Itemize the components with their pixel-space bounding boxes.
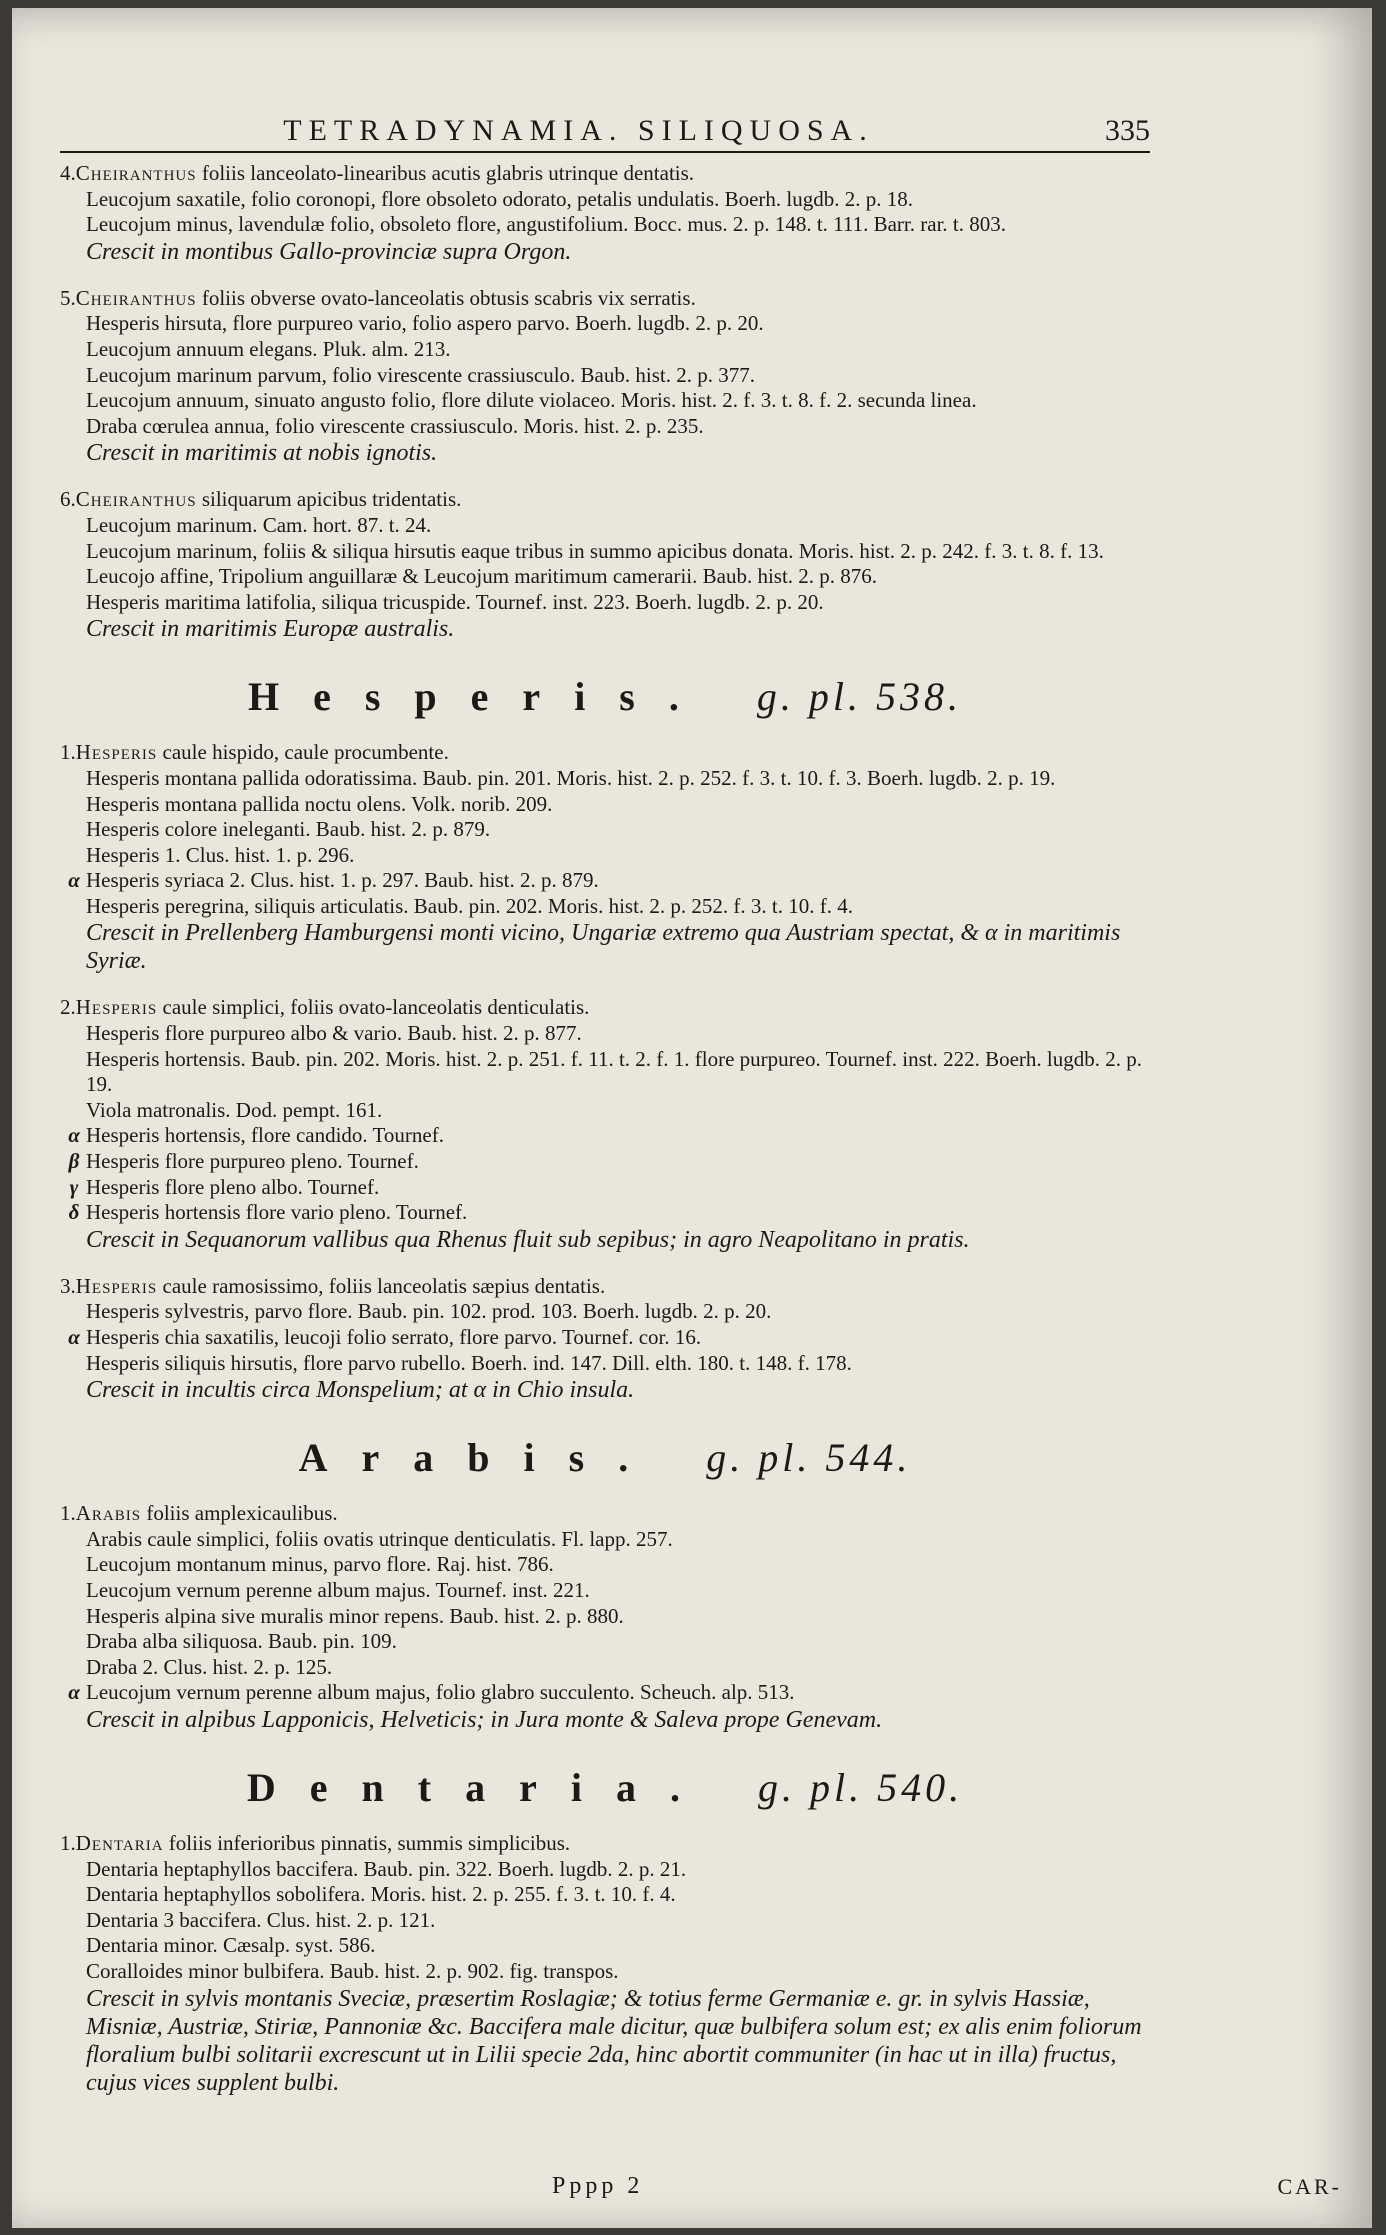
synonym-text: Hesperis sylvestris, parvo flore. Baub. pin. 102. prod. 103. Boerh. lugdb. 2. p. 20. [86,1299,772,1324]
synonym-text: Hesperis hortensis flore vario pleno. Tournef. [86,1200,468,1225]
synonym-line [60,564,1150,590]
synonym-line [60,1527,1150,1553]
genus-section [60,1764,1150,2097]
synonym-text: Hesperis hirsuta, flore purpureo vario, folio aspero parvo. Boerh. lugdb. 2. p. 20. [86,311,764,336]
synonym-text: Draba 2. Clus. hist. 2. p. 125. [86,1654,333,1679]
synonym-line [60,817,1150,843]
species-name: Hesperis [75,1273,158,1298]
genus-reference: g. pl. 544. [706,1435,912,1481]
species-diagnosis [60,740,1150,766]
genus-reference: g. pl. 540. [757,1764,964,1810]
variety-marker: α [68,1123,80,1148]
species-entry [60,1501,1150,1734]
synonym-text: Dentaria 3 baccifera. Clus. hist. 2. p. 121. [86,1907,436,1932]
synonym-text: Hesperis siliquis hirsutis, flore parvo rubello. Boerh. ind. 147. Dill. elth. 180. t. 148. f. 178. [86,1350,852,1375]
species-entry [60,740,1150,975]
habitat-note: Crescit in montibus Gallo-provinciæ supra Orgon. [86,238,572,265]
species-diagnosis [60,1831,1150,1857]
synonym-line [60,1933,1150,1959]
diagnosis-text: foliis inferioribus pinnatis, summis simplicibus. [168,1830,571,1855]
genus-heading [60,1764,1150,1811]
synonym-line [60,187,1150,213]
synonym-text: Leucojum marinum parvum, folio virescente crassiusculo. Baub. hist. 2. p. 377. [86,362,755,387]
synonym-line [60,1021,1150,1047]
synonym-line [60,1299,1150,1325]
synonym-line [60,363,1150,389]
species-name: Hesperis [75,740,158,765]
synonym-text: Hesperis chia saxatilis, leucoji folio serrato, flore parvo. Tournef. cor. 16. [86,1325,702,1349]
synonym-line [60,868,1150,894]
species-diagnosis [60,286,1150,312]
synonym-line [60,1123,1150,1149]
species-name: Cheiranthus [75,285,197,310]
synonym-line [60,1325,1150,1351]
running-head: TETRADYNAMIA. SILIQUOSA. [283,114,874,147]
synonym-text: Viola matronalis. Dod. pempt. 161. [86,1097,383,1122]
species-number: 5. [60,285,76,310]
synonym-line [60,1908,1150,1934]
synonym-text: Leucojum vernum perenne album majus. Tournef. inst. 221. [86,1577,590,1602]
synonym-line [60,337,1150,363]
synonym-line [60,1351,1150,1377]
habitat-note: Crescit in maritimis at nobis ignotis. [86,440,438,467]
synonym-text: Dentaria minor. Cæsalp. syst. 586. [86,1933,376,1958]
species-name: Dentaria [75,1830,164,1855]
synonym-line [60,1680,1150,1706]
synonym-text: Draba cœrulea annua, folio virescente crassiusculo. Moris. hist. 2. p. 235. [86,413,704,438]
genus-name: Arabis. [298,1435,663,1481]
synonym-text: Leucojum annuum elegans. Pluk. alm. 213. [86,336,451,361]
species-entry [60,487,1150,643]
synonym-text: Leucojum marinum, foliis & siliqua hirsutis eaque tribus in summo apicibus donata. Moris. hist. 2. p. 242. f. 3. t. 8. f. 13. [86,538,1104,563]
synonym-text: Coralloides minor bulbifera. Baub. hist. 2. p. 902. fig. transpos. [86,1958,619,1983]
synonym-line [60,792,1150,818]
species-number: 6. [60,487,76,512]
habitat-note: Crescit in Sequanorum vallibus qua Rhenus fluit sub sepibus; in agro Neapolitano in pratis. [86,1226,970,1253]
synonym-text: Hesperis flore pleno albo. Tournef. [86,1174,380,1199]
synonym-text: Leucojum montanum minus, parvo flore. Raj. hist. 786. [86,1552,554,1577]
synonym-text: Hesperis 1. Clus. hist. 1. p. 296. [86,842,355,867]
variety-marker: β [68,1149,80,1174]
variety-marker: δ [68,1200,80,1225]
species-number: 1. [60,1501,76,1526]
diagnosis-text: siliquarum apicibus tridentatis. [201,487,462,512]
synonym-line [60,1552,1150,1578]
species-entry [60,161,1150,266]
genus-name: Hesperis. [248,674,713,720]
habitat-note: Crescit in alpibus Lapponicis, Helveticis; in Jura monte & Saleva prope Genevam. [86,1706,883,1733]
species-diagnosis [60,995,1150,1021]
synonym-text: Hesperis colore ineleganti. Baub. hist. 2. p. 879. [86,817,491,842]
synonym-text: Hesperis maritima latifolia, siliqua tricuspide. Tournef. inst. 223. Boerh. lugdb. 2. p. 20. [86,589,824,614]
species-entry [60,1831,1150,2097]
synonym-line [60,1959,1150,1985]
species-number: 1. [60,740,76,765]
catchword: CAR- [1277,2174,1342,2199]
species-number: 3. [60,1273,76,1298]
synonym-line [60,1578,1150,1604]
synonym-line [60,1882,1150,1908]
synonym-line [60,311,1150,337]
synonym-line [60,539,1150,565]
species-number: 4. [60,161,76,185]
synonym-text: Leucojo affine, Tripolium anguillaræ & Leucojum maritimum camerarii. Baub. hist. 2. p. 876. [86,564,878,589]
synonym-line [60,388,1150,414]
synonym-text: Hesperis peregrina, siliquis articulatis. Baub. pin. 202. Moris. hist. 2. p. 252. f. 3. t. 10. f. 4. [86,893,853,918]
species-name: Hesperis [75,995,158,1020]
habitat-note: Crescit in incultis circa Monspelium; at α in Chio insula. [86,1377,635,1404]
diagnosis-text: foliis amplexicaulibus. [146,1501,338,1526]
synonym-text: Hesperis flore purpureo pleno. Tournef. [86,1149,419,1174]
species-diagnosis [60,161,1150,187]
genus-section [60,673,1150,1404]
variety-marker: γ [69,1174,79,1199]
species-name: Cheiranthus [75,487,197,512]
synonym-text: Leucojum minus, lavendulæ folio, obsoleto flore, angustifolium. Bocc. mus. 2. p. 148. t. 111. Barr. rar. t. 803. [86,212,1006,237]
sections-container [60,161,1150,2097]
synonym-line [60,414,1150,440]
habitat-note: Crescit in Prellenberg Hamburgensi monti vicino, Ungariæ extremo qua Austriam spectat, & α in maritimis Syriæ. [86,920,1121,975]
genus-heading [60,1434,1150,1481]
synonym-text: Hesperis hortensis. Baub. pin. 202. Moris. hist. 2. p. 251. f. 11. t. 2. f. 1. flore purpureo. Tournef. inst. 222. Boerh. lugdb. 2. p. 19. [86,1046,1143,1097]
species-diagnosis [60,1274,1150,1300]
variety-marker: α [68,868,80,893]
synonym-line [60,1629,1150,1655]
synonym-text: Hesperis alpina sive muralis minor repens. Baub. hist. 2. p. 880. [86,1603,624,1628]
synonym-line [60,1604,1150,1630]
genus-heading [60,673,1150,720]
synonym-line [60,1200,1150,1226]
synonym-text: Hesperis syriaca 2. Clus. hist. 1. p. 297. Baub. hist. 2. p. 879. [86,868,599,893]
species-entry [60,286,1150,468]
synonym-line [60,1098,1150,1124]
page-content [60,114,1150,2204]
species-diagnosis [60,487,1150,513]
genus-section [60,1434,1150,1734]
synonym-text: Dentaria heptaphyllos sobolifera. Moris. hist. 2. p. 255. f. 3. t. 10. f. 4. [86,1882,676,1907]
species-entry [60,1274,1150,1404]
variety-marker: α [68,1325,80,1349]
synonym-text: Leucojum annuum, sinuato angusto folio, flore dilute violaceo. Moris. hist. 2. f. 3. t. 8. f. 2. secunda linea. [86,388,977,413]
synonym-line [60,1655,1150,1681]
synonym-text: Leucojum vernum perenne album majus, folio glabro succulento. Scheuch. alp. 513. [86,1680,795,1705]
synonym-line [60,513,1150,539]
page-header [60,114,1150,153]
habitat-note: Crescit in sylvis montanis Sveciæ, præsertim Roslagiæ; & totius ferme Germaniæ e. gr. in sylvis Hassiæ, Misniæ, Austriæ, Stiriæ, Pannoniæ &c. Baccifera male dicitur, quæ bulbifera solum est; ex alis enim foliorum floralium bulbi solitarii excrescunt ut in Lilii specie 2da, hinc abortit communiter (in hac ut in illa) fructus, cujus vices supplent bulbi. [86,1985,1142,2096]
book-page [12,8,1372,2228]
synonym-line [60,1175,1150,1201]
synonym-line [60,1857,1150,1883]
species-diagnosis [60,1501,1150,1527]
synonym-text: Arabis caule simplici, foliis ovatis utrinque denticulatis. Fl. lapp. 257. [86,1526,673,1551]
synonym-line [60,843,1150,869]
species-entry [60,995,1150,1253]
synonym-line [60,1047,1150,1098]
synonym-line [60,894,1150,920]
synonym-line [60,590,1150,616]
signature-mark: Pppp 2 [552,2173,644,2199]
synonym-text: Draba alba siliquosa. Baub. pin. 109. [86,1629,397,1654]
synonym-text: Leucojum saxatile, folio coronopi, flore obsoleto odorato, petalis undulatis. Boerh. lugdb. 2. p. 18. [86,186,914,211]
synonym-line [60,212,1150,238]
variety-marker: α [68,1680,80,1705]
genus-section [60,161,1150,643]
species-name: Cheiranthus [75,161,197,185]
synonym-text: Hesperis flore purpureo albo & vario. Baub. hist. 2. p. 877. [86,1021,582,1046]
species-name: Arabis [75,1501,142,1526]
diagnosis-text: caule simplici, foliis ovato-lanceolatis denticulatis. [162,995,590,1020]
diagnosis-text: foliis lanceolato-linearibus acutis glabris utrinque dentatis. [201,161,695,185]
synonym-text: Leucojum marinum. Cam. hort. 87. t. 24. [86,512,432,537]
genus-reference: g. pl. 538. [756,674,962,720]
synonym-line [60,1149,1150,1175]
diagnosis-text: foliis obverse ovato-lanceolatis obtusis scabris vix serratis. [201,285,696,310]
species-number: 1. [60,1830,76,1855]
synonym-text: Hesperis hortensis, flore candido. Tournef. [86,1123,444,1148]
diagnosis-text: caule hispido, caule procumbente. [162,740,449,765]
habitat-note: Crescit in maritimis Europæ australis. [86,616,455,643]
synonym-text: Hesperis montana pallida odoratissima. Baub. pin. 201. Moris. hist. 2. p. 252. f. 3. t. 10. f. 3. Boerh. lugdb. 2. p. 19. [86,765,1056,790]
synonym-line [60,766,1150,792]
genus-name: Dentaria. [246,1764,714,1810]
diagnosis-text: caule ramosissimo, foliis lanceolatis sæpius dentatis. [162,1273,606,1298]
species-number: 2. [60,995,76,1020]
synonym-text: Dentaria heptaphyllos baccifera. Baub. pin. 322. Boerh. lugdb. 2. p. 21. [86,1856,687,1881]
synonym-text: Hesperis montana pallida noctu olens. Volk. norib. 209. [86,791,553,816]
page-number: 335 [1105,114,1150,147]
